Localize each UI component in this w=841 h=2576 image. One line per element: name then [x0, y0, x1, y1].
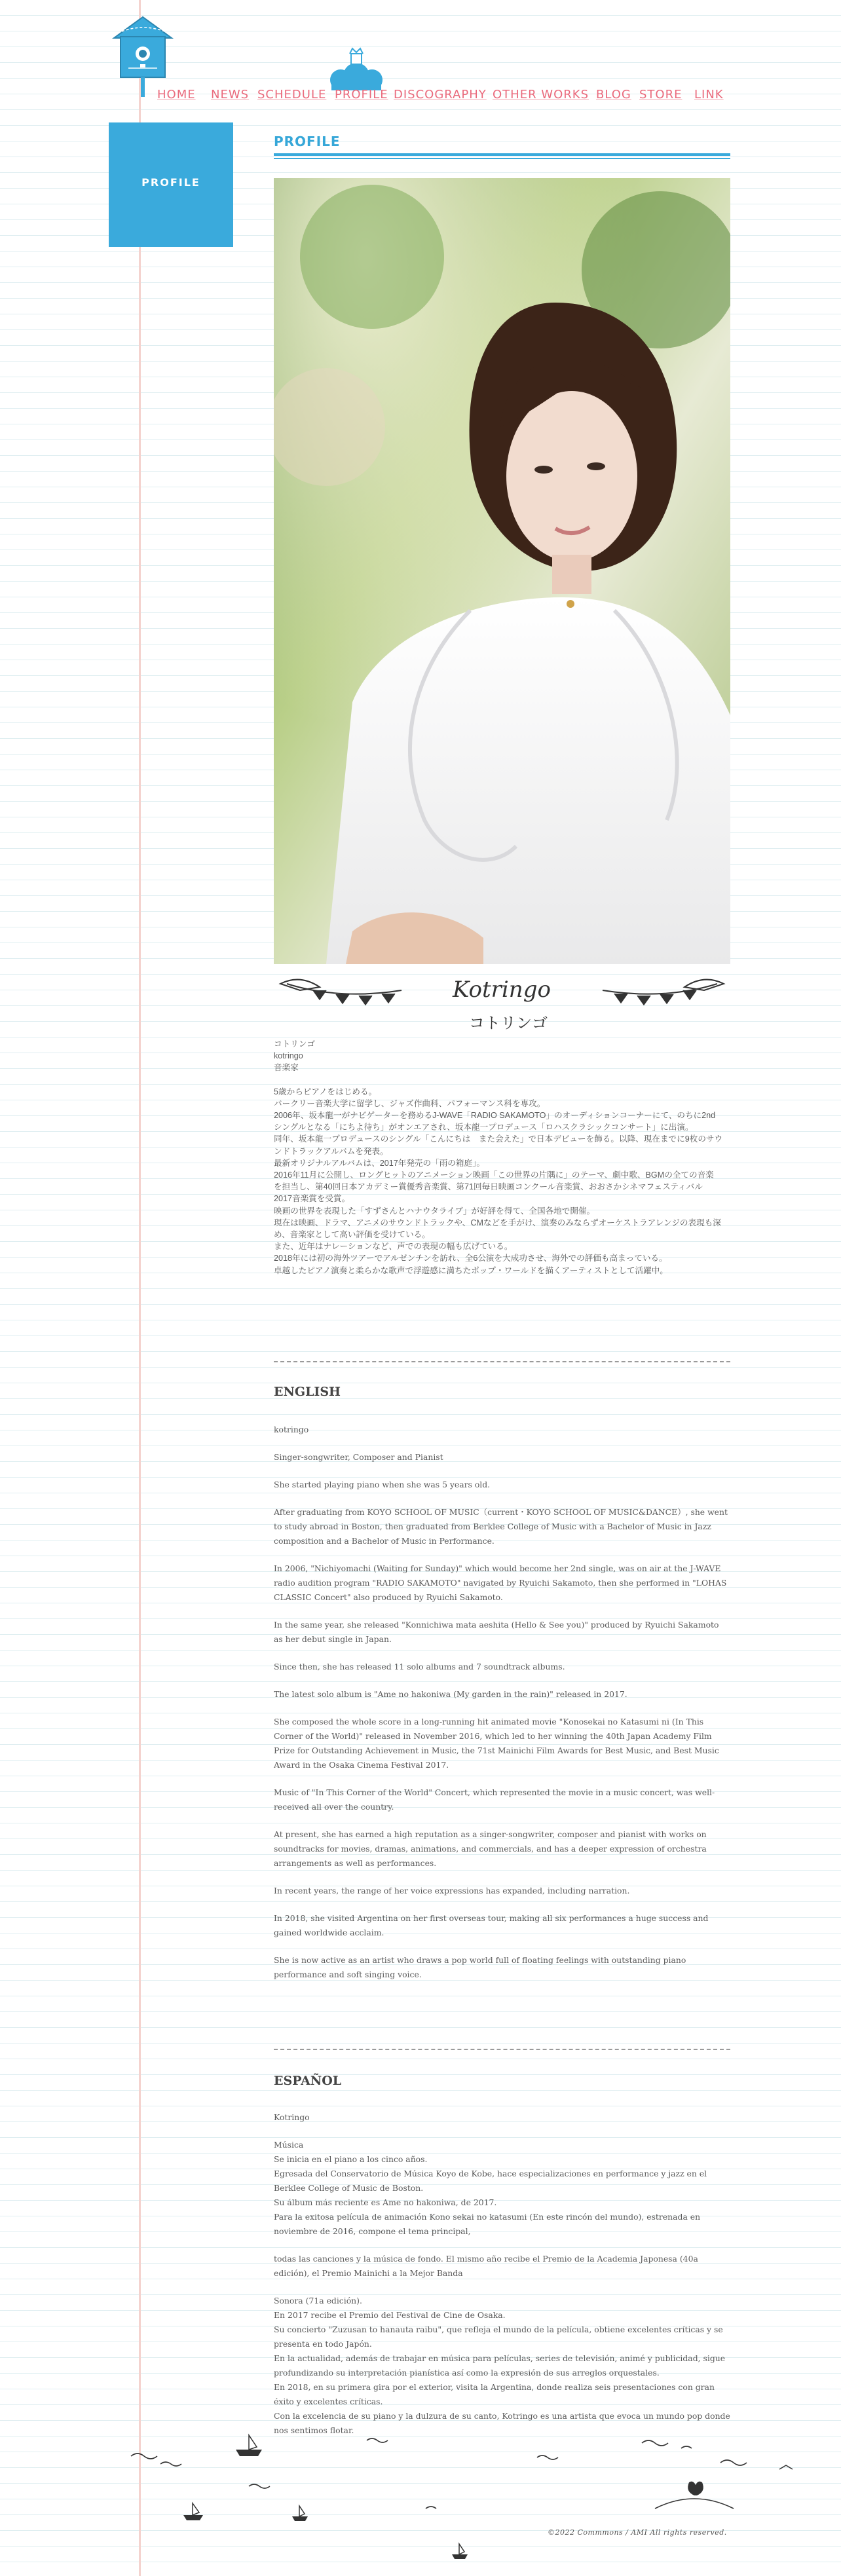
es-line: todas las canciones y la música de fondo. El mismo año recibe el Premio de la Academia Japonesa (40a edición), el Premio Mainichi a la Mejor Banda — [274, 2254, 698, 2278]
whale-icon — [655, 2482, 734, 2509]
es-line: En 2018, en su primera gira por el exterior, visita la Argentina, donde realiza seis presentaciones con gran éxito y excelentes críticas. — [274, 2382, 715, 2406]
profile-japanese — [274, 1038, 730, 1277]
nav-other-works[interactable]: OTHER WORKS — [493, 88, 589, 102]
side-section-badge — [109, 122, 233, 247]
boat-icon — [236, 2435, 262, 2456]
en-paragraph: In recent years, the range of her voice expressions has expanded, including narration. — [274, 1886, 630, 1895]
site-header — [0, 0, 841, 124]
en-paragraph: The latest solo album is "Ame no hakoniwa (My garden in the rain)" released in 2017. — [274, 1689, 627, 1699]
jp-header-line: kotringo — [274, 1051, 303, 1061]
footer-sea-illustration — [0, 2423, 841, 2576]
nav-discography[interactable]: DISCOGRAPHY — [394, 88, 487, 102]
jp-line: を担当し、第40回日本アカデミー賞優秀音楽賞、第71回毎日映画コンクール音楽賞、おおさかシネマフェスティバル — [274, 1182, 703, 1192]
en-paragraph: She composed the whole score in a long-running hit animated movie "Konosekai no Katasumi ni (In This Corner of the World)" released in November 2016, which led to her winning the 40th Japan Academy Film Prize for Outstanding Achievement in Music, the 71st Mainichi Film Awards for Best Music, and Best Music Award in the Osaka Cinema Festival 2017. — [274, 1717, 719, 1770]
en-paragraph: She started playing piano when she was 5 years old. — [274, 1480, 491, 1489]
jp-header-line: コトリンゴ — [274, 1039, 315, 1049]
jp-line: 現在は映画、ドラマ、アニメのサウンドトラックや、CMなどを手がけ、演奏のみならずオーケストラアレンジの表現も深 — [274, 1218, 721, 1227]
en-paragraph: kotringo — [274, 1425, 309, 1434]
spanish-heading: ESPAÑOL — [274, 2074, 342, 2088]
nav-news[interactable]: NEWS — [211, 88, 250, 102]
en-paragraph: Since then, she has released 11 solo albums and 7 soundtrack albums. — [274, 1662, 565, 1671]
page-title-bar — [274, 130, 730, 162]
nav-home[interactable]: HOME — [157, 88, 196, 102]
es-line: Con la excelencia de su piano y la dulzura de su canto, Kotringo es una artista que evoca un mundo pop donde nos sentimos flotar. — [274, 2411, 730, 2435]
es-line: Su concierto "Zuzusan to hanauta raibu", que refleja el mundo de la película, obtiene excelentes críticas y se presenta en todo Japón. — [274, 2324, 723, 2349]
en-paragraph: At present, she has earned a high reputation as a singer-songwriter, composer and pianist with works on soundtracks for movies, dramas, animations, and commercials, and has a deeper expression of orchestra arrangements as well as performances. — [274, 1829, 707, 1868]
profile-spanish — [274, 2110, 730, 2438]
es-line: Kotringo — [274, 2112, 310, 2122]
es-line: Se inicia en el piano a los cinco años. — [274, 2154, 428, 2164]
jp-line: 5歳からピアノをはじめる。 — [274, 1087, 377, 1096]
es-line: Egresada del Conservatorio de Música Koyo de Kobe, hace especializaciones en performance y jazz en el Berklee College of Music de Boston. — [274, 2169, 707, 2193]
es-line: En 2017 recibe el Premio del Festival de Cine de Osaka. — [274, 2310, 506, 2320]
jp-header-line: 音楽家 — [274, 1063, 299, 1073]
title-underline — [274, 153, 730, 156]
jp-line: 映画の世界を表現した「すずさんとハナウタライブ」が好評を得て、全国各地で開催。 — [274, 1206, 595, 1216]
jp-line: 2017音楽賞を受賞。 — [274, 1194, 350, 1204]
en-paragraph: Music of "In This Corner of the World" Concert, which represented the movie in a music concert, was well-received all over the country. — [274, 1787, 715, 1812]
jp-line: また、近年はナレーションなど、声での表現の幅も広げている。 — [274, 1242, 513, 1252]
copyright: ©2022 Commmons / AMI All rights reserved. — [548, 2528, 727, 2537]
nav-store[interactable]: STORE — [639, 88, 682, 102]
crown-cloud-icon — [327, 47, 385, 92]
en-paragraph: In 2018, she visited Argentina on her first overseas tour, making all six performances a huge success and gained worldwide acclaim. — [274, 1913, 709, 1937]
profile-english — [274, 1423, 730, 1982]
jp-line: シングルとなる「にちよ待ち」がオンエアされ、坂本龍一プロデュース「ロハスクラシックコンサート」に出演。 — [274, 1123, 694, 1132]
boat-icon — [292, 2506, 308, 2521]
en-paragraph: In 2006, "Nichiyomachi (Waiting for Sunday)" which would become her 2nd single, was on air at the J-WAVE radio audition program "RADIO SAKAMOTO" navigated by Ryuichi Sakamoto, then she performed in "LOHAS CLASSIC Concert" also produced by Ryuichi Sakamoto. — [274, 1563, 727, 1602]
artist-photo — [274, 178, 730, 964]
title-underline-thin — [274, 158, 730, 159]
nav-link[interactable]: LINK — [694, 88, 724, 102]
es-line: Para la exitosa película de animación Kono sekai no katasumi (En este rincón del mundo), estrenada en noviembre de 2016, compone el tema principal, — [274, 2212, 701, 2236]
en-paragraph: She is now active as an artist who draws a pop world full of floating feelings with outstanding piano performance and soft singing voice. — [274, 1955, 686, 1979]
en-paragraph: After graduating from KOYO SCHOOL OF MUSIC（current・KOYO SCHOOL OF MUSIC&DANCE）, she went to study abroad in Boston, then graduated from Berklee College of Music with a Bachelor of Music in Jazz composition and a Bachelor of Music in Performance. — [274, 1507, 728, 1546]
birdhouse-icon[interactable] — [109, 12, 177, 98]
bird-icon — [779, 2465, 793, 2469]
es-line: Música — [274, 2140, 304, 2150]
jp-line: 2016年11月に公開し、ロングヒットのアニメーション映画「この世界の片隅に」のテーマ、劇中歌、BGMの全ての音楽 — [274, 1170, 714, 1180]
page-title: PROFILE — [274, 134, 341, 149]
en-paragraph: In the same year, she released "Konnichiwa mata aeshita (Hello & See you)" produced by Ryuichi Sakamoto as her debut single in Japan. — [274, 1620, 719, 1644]
nav-schedule[interactable]: SCHEDULE — [257, 88, 327, 102]
english-heading: ENGLISH — [274, 1385, 341, 1399]
jp-line: 最新オリジナルアルバムは、2017年発売の「雨の箱庭」。 — [274, 1158, 485, 1168]
jp-line: 2018年には初の海外ツアーでアルゼンチンを訪れ、全6公演を大成功させ、海外での評価も高まっている。 — [274, 1254, 667, 1263]
jp-line: バークリー音楽大学に留学し、ジャズ作曲科、パフォーマンス科を専攻。 — [274, 1098, 546, 1108]
notebook-margin-line — [139, 0, 141, 2576]
es-line: Sonora (71a edición). — [274, 2296, 362, 2305]
logo-kana: コトリンゴ — [469, 1014, 548, 1032]
boat-icon — [183, 2503, 203, 2520]
logo-text: Kotringo — [453, 977, 551, 1003]
jp-line: め、音楽家として高い評価を受けている。 — [274, 1230, 430, 1240]
section-divider — [274, 1361, 730, 1362]
jp-line: ンドトラックアルバムを発表。 — [274, 1146, 388, 1156]
nav-profile[interactable]: PROFILE — [335, 88, 388, 102]
side-section-label: PROFILE — [141, 176, 200, 189]
bird-bunting-icon — [274, 971, 730, 1043]
es-line: Su álbum más reciente es Ame no hakoniwa, de 2017. — [274, 2197, 497, 2207]
nav-blog[interactable]: BLOG — [596, 88, 631, 102]
jp-line: 卓越したピアノ演奏と柔らかな歌声で浮遊感に満ちたポップ・ワールドを描くアーティストとして活躍中。 — [274, 1265, 668, 1275]
section-divider — [274, 2049, 730, 2050]
jp-line: 同年、坂本龍一プロデュースのシングル「こんにちは また会えた」で日本デビューを飾る。以降、現在までに9枚のサウ — [274, 1134, 723, 1144]
jp-line: 2006年、坂本龍一がナビゲーターを務めるJ-WAVE「RADIO SAKAMOTO」のオーディションコーナーにて、のちに2nd — [274, 1111, 716, 1121]
boat-icon — [452, 2544, 468, 2559]
es-line: En la actualidad, además de trabajar en música para películas, series de televisión, animé y publicidad, sigue profundizando su interpretación pianística así como la expresión de sus arreglos orquestales. — [274, 2353, 726, 2378]
en-paragraph: Singer-songwriter, Composer and Pianist — [274, 1452, 443, 1462]
